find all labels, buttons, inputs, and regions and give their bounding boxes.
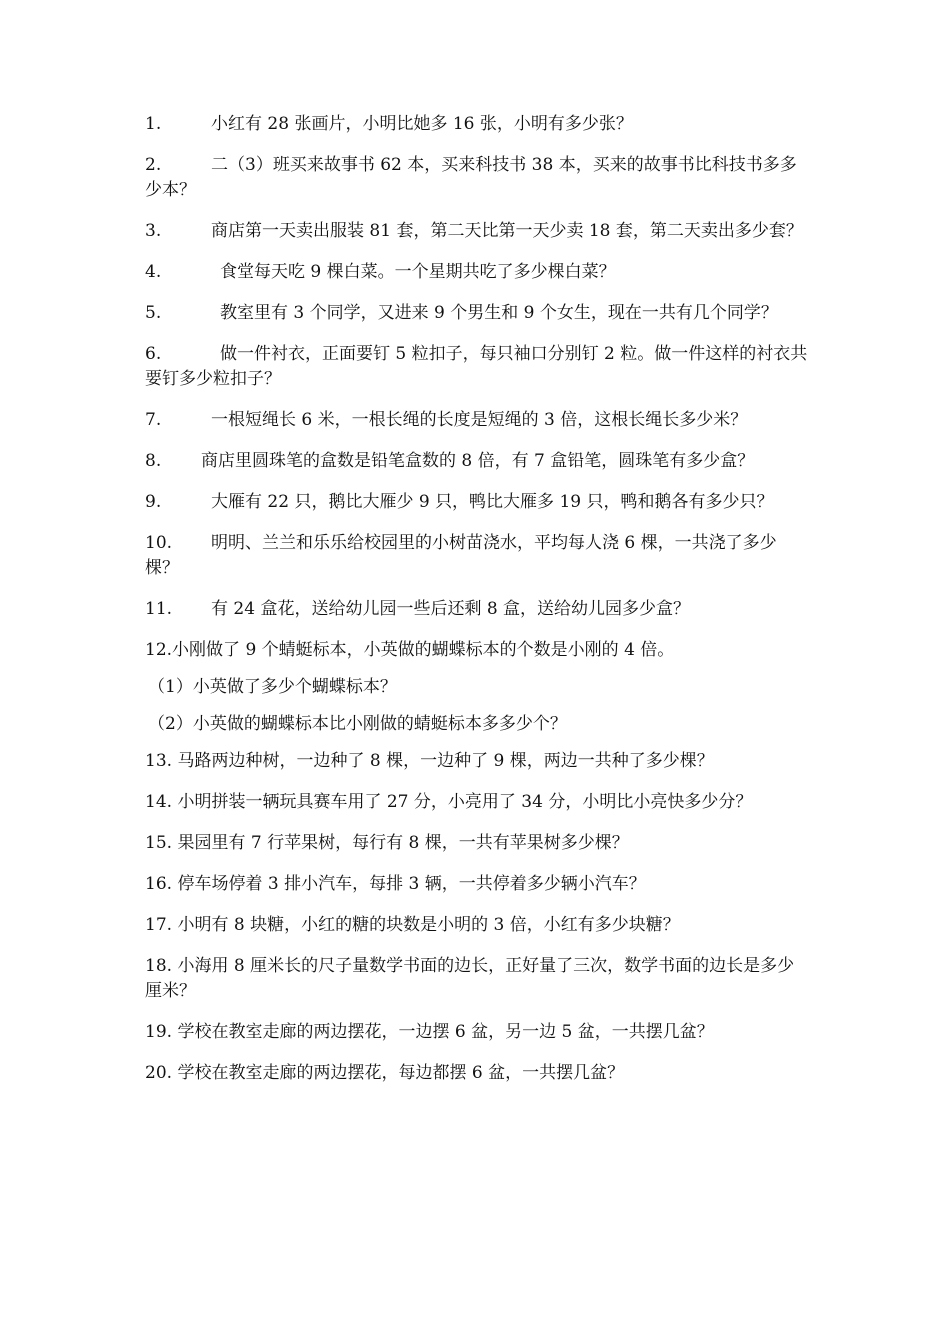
question-4 xyxy=(145,260,810,285)
question-number: 4. xyxy=(145,262,162,282)
question-number: 1. xyxy=(145,114,162,134)
question-text: 小海用 8 厘米长的尺子量数学书面的边长，正好量了三次，数学书面的边长是多少厘米？ xyxy=(145,956,795,1001)
question-text: 食堂每天吃 9 棵白菜。一个星期共吃了多少棵白菜？ xyxy=(220,262,616,282)
question-number: 3. xyxy=(145,221,162,241)
question-8 xyxy=(145,449,810,474)
question-14 xyxy=(145,790,810,815)
question-number: 9. xyxy=(145,492,162,512)
question-number: 13. xyxy=(145,751,173,771)
question-10 xyxy=(145,531,810,581)
question-6 xyxy=(145,342,810,392)
question-3 xyxy=(145,219,810,244)
question-text: 学校在教室走廊的两边摆花，一边摆 6 盆，另一边 5 盆，一共摆几盆？ xyxy=(177,1022,714,1042)
question-11 xyxy=(145,597,810,622)
question-16 xyxy=(145,872,810,897)
question-1 xyxy=(145,112,810,137)
question-2 xyxy=(145,153,810,203)
question-9 xyxy=(145,490,810,515)
question-number: 14. xyxy=(145,792,173,812)
question-text: 小明拼装一辆玩具赛车用了 27 分，小亮用了 34 分，小明比小亮快多少分？ xyxy=(177,792,753,812)
question-12-part-2 xyxy=(145,712,810,737)
question-12 xyxy=(145,638,810,663)
question-15 xyxy=(145,831,810,856)
question-text: 教室里有 3 个同学，又进来 9 个男生和 9 个女生，现在一共有几个同学？ xyxy=(220,303,778,323)
question-19 xyxy=(145,1020,810,1045)
question-text: 做一件衬衣，正面要钉 5 粒扣子，每只袖口分别钉 2 粒。做一件这样的衬衣共要钉多少粒扣子？ xyxy=(145,344,808,389)
question-number: 10. xyxy=(145,533,173,553)
question-text: （1）小英做了多少个蝴蝶标本？ xyxy=(148,677,397,697)
question-text: 有 24 盒花，送给幼儿园一些后还剩 8 盒，送给幼儿园多少盒？ xyxy=(211,599,691,619)
question-number: 12. xyxy=(145,640,173,660)
question-13 xyxy=(145,749,810,774)
question-number: 19. xyxy=(145,1022,173,1042)
question-18 xyxy=(145,954,810,1004)
question-text: （2）小英做的蝴蝶标本比小刚做的蜻蜓标本多多少个？ xyxy=(148,714,567,734)
question-number: 8. xyxy=(145,451,162,471)
question-text: 马路两边种树，一边种了 8 棵，一边种了 9 棵，两边一共种了多少棵？ xyxy=(177,751,714,771)
question-text: 一根短绳长 6 米，一根长绳的长度是短绳的 3 倍，这根长绳长多少米？ xyxy=(211,410,748,430)
question-12-part-1 xyxy=(145,675,810,700)
question-text: 明明、兰兰和乐乐给校园里的小树苗浇水，平均每人浇 6 棵，一共浇了多少棵？ xyxy=(145,533,777,578)
question-number: 11. xyxy=(145,599,173,619)
question-number: 2. xyxy=(145,155,162,175)
question-number: 17. xyxy=(145,915,173,935)
question-number: 6. xyxy=(145,344,162,364)
question-text: 小明有 8 块糖，小红的糖的块数是小明的 3 倍，小红有多少块糖？ xyxy=(177,915,680,935)
question-7 xyxy=(145,408,810,433)
question-5 xyxy=(145,301,810,326)
question-number: 15. xyxy=(145,833,173,853)
question-number: 5. xyxy=(145,303,162,323)
question-text: 大雁有 22 只，鹅比大雁少 9 只，鸭比大雁多 19 只，鸭和鹅各有多少只？ xyxy=(211,492,774,512)
question-number: 16. xyxy=(145,874,173,894)
question-20 xyxy=(145,1061,810,1086)
question-text: 果园里有 7 行苹果树，每行有 8 棵，一共有苹果树多少棵？ xyxy=(177,833,629,853)
question-text: 停车场停着 3 排小汽车，每排 3 辆，一共停着多少辆小汽车？ xyxy=(177,874,646,894)
question-number: 7. xyxy=(145,410,162,430)
question-text: 二（3）班买来故事书 62 本，买来科技书 38 本，买来的故事书比科技书多多少本？ xyxy=(145,155,797,200)
question-17 xyxy=(145,913,810,938)
question-text: 商店第一天卖出服装 81 套，第二天比第一天少卖 18 套，第二天卖出多少套？ xyxy=(211,221,803,241)
worksheet xyxy=(145,112,810,1102)
question-text: 小红有 28 张画片，小明比她多 16 张，小明有多少张？ xyxy=(211,114,633,134)
question-text: 学校在教室走廊的两边摆花，每边都摆 6 盆，一共摆几盆？ xyxy=(177,1063,625,1083)
question-number: 20. xyxy=(145,1063,173,1083)
question-number: 18. xyxy=(145,956,173,976)
question-text: 小刚做了 9 个蜻蜓标本，小英做的蝴蝶标本的个数是小刚的 4 倍。 xyxy=(172,640,675,660)
question-text: 商店里圆珠笔的盒数是铅笔盒数的 8 倍，有 7 盒铅笔，圆珠笔有多少盒？ xyxy=(201,451,755,471)
